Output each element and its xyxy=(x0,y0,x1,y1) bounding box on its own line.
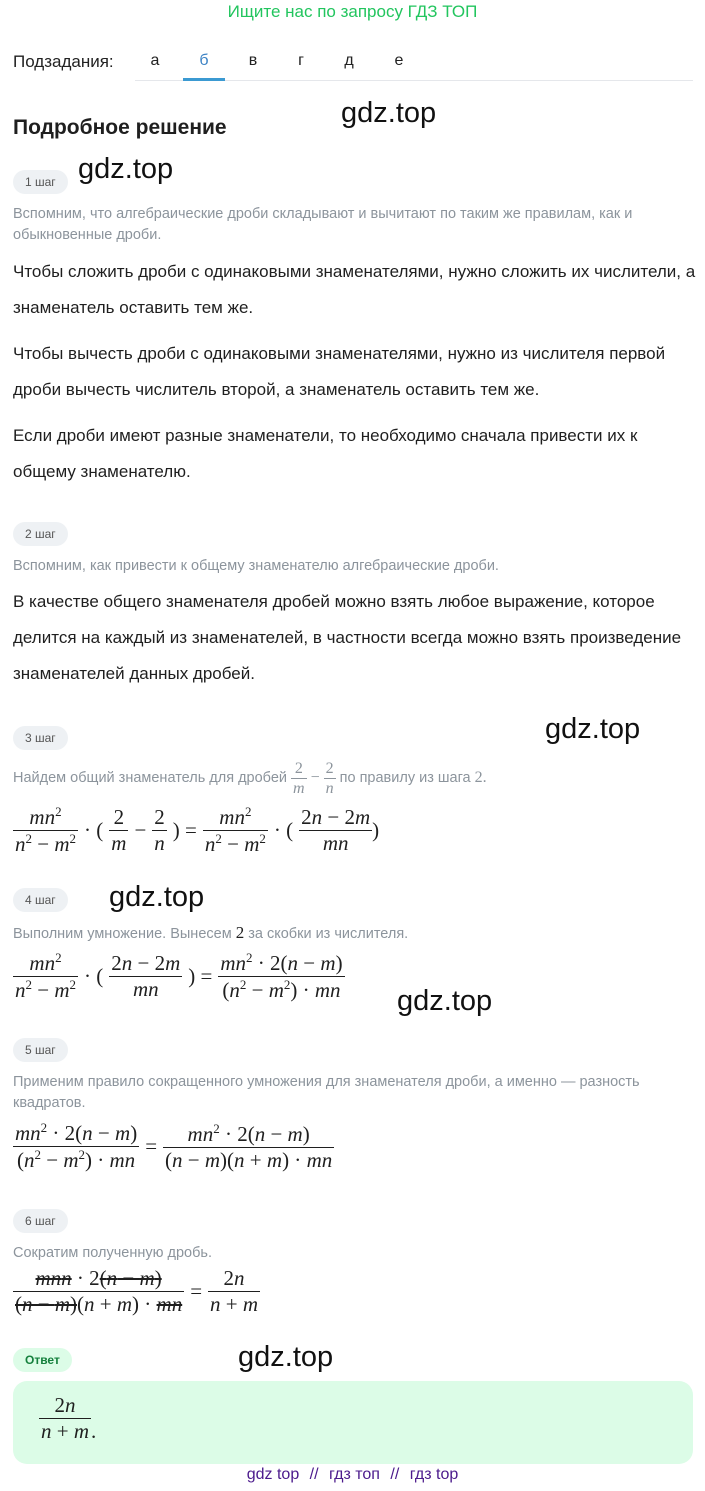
step-hint-text: за скобки из числителя. xyxy=(248,926,409,942)
step-paragraph: Чтобы сложить дроби с одинаковыми знаменателями, нужно сложить их числители, а знаменатель оставить тем же. xyxy=(13,262,696,317)
subtasks-bar xyxy=(13,42,693,82)
tab-a[interactable]: а xyxy=(150,52,160,69)
step-paragraph: В качестве общего знаменателя дробей можно взять любое выражение, которое делится на каждый из знаменателей, в частности всегда можно взять произведение знаменателей данных дробей. xyxy=(13,592,682,683)
watermark: gdz.top xyxy=(397,985,493,1017)
step-hint xyxy=(13,922,698,945)
page-title: Подробное решение xyxy=(13,116,227,139)
tab-b[interactable]: б xyxy=(183,42,225,81)
formula-step-6: $\frac{\text{mnn · 2(n − m)}}{(n - m)(n + m) \cdot mn}$ = $\frac{2n}{n + m}$ xyxy=(15,1266,259,1316)
subtasks-label: Подзадания: xyxy=(13,52,114,71)
step-hint xyxy=(13,754,698,802)
watermark: gdz.top xyxy=(238,1341,334,1373)
formula-step-5: $\frac{mn^2 \cdot 2(n - m)}{(n^2 - m^2) \cdot mn}$ = $\frac{mn^2 \cdot 2(n - m)}{(n - m)(n + m) \cdot mn}$ xyxy=(15,1120,333,1172)
step-paragraph: Если дроби имеют разные знаменатели, то необходимо сначала привести их к общему знаменателю. xyxy=(13,426,638,481)
hint-number: 2 xyxy=(235,923,245,942)
step-hint-text: Найдем общий знаменатель для дробей xyxy=(13,770,287,786)
promo-banner: Ищите нас по запросу ГДЗ ТОП xyxy=(227,2,478,21)
formula-step-3: $\frac{mn^2}{n^2 - m^2}$ · ( $\frac{2}{m}$ − $\frac{2}{n}$ ) = $\frac{mn^2}{n^2 - m^2}$ · ( $\frac{2n - 2m}{mn}$ ) xyxy=(15,804,380,856)
step-hint: Сократим полученную дробь. xyxy=(13,1245,212,1261)
answer-box xyxy=(13,1381,693,1464)
step-reference: 2. xyxy=(474,769,487,786)
step-paragraph: Чтобы вычесть дроби с одинаковыми знаменателями, нужно из числителя первой дроби вычесть числитель второй, а знаменатель оставить тем же. xyxy=(13,344,666,399)
footer-link[interactable]: гдз топ xyxy=(329,1466,380,1483)
hint-expression: $\frac{2}{m}$ − $\frac{2}{n}$ xyxy=(293,759,334,797)
formula-step-4: $\frac{mn^2}{n^2 - m^2}$ · ( $\frac{2n - 2m}{mn}$ ) = $\frac{mn^2 \cdot 2(n - m)}{(n^2 - m^2) \cdot mn}$ xyxy=(15,950,343,1002)
watermark: gdz.top xyxy=(78,153,174,185)
tab-v[interactable]: в xyxy=(248,52,258,69)
tab-d[interactable]: д xyxy=(344,52,354,69)
answer-formula: $\frac{2n}{n + m}$ . xyxy=(41,1393,97,1443)
footer-link[interactable]: gdz top xyxy=(246,1466,300,1483)
footer-separator: // xyxy=(390,1466,400,1483)
watermark: gdz.top xyxy=(341,97,437,129)
watermark: gdz.top xyxy=(109,881,205,913)
answer-period: . xyxy=(91,1419,97,1443)
answer-badge: Ответ xyxy=(13,1348,72,1372)
footer-separator: // xyxy=(309,1466,319,1483)
footer-link[interactable]: гдз top xyxy=(409,1466,459,1483)
step-badge: 2 шаг xyxy=(13,522,68,546)
step-badge: 4 шаг xyxy=(13,888,68,912)
step-hint: Вспомним, как привести к общему знаменателю алгебраические дроби. xyxy=(13,558,499,574)
step-hint-text: по правилу из шага xyxy=(339,770,471,786)
step-hint: Вспомним, что алгебраические дроби складывают и вычитают по таким же правилам, как и обыкновенные дроби. xyxy=(13,206,633,243)
footer-links xyxy=(0,1466,705,1484)
step-badge: 5 шаг xyxy=(13,1038,68,1062)
step-hint-text: Выполним умножение. Вынесем xyxy=(13,926,232,942)
step-badge: 1 шаг xyxy=(13,170,68,194)
tab-e[interactable]: е xyxy=(394,52,404,69)
step-badge: 3 шаг xyxy=(13,726,68,750)
tab-g[interactable]: г xyxy=(298,52,304,69)
step-hint: Применим правило сокращенного умножения для знаменателя дроби, а именно — разность квадратов. xyxy=(13,1074,640,1111)
step-badge: 6 шаг xyxy=(13,1209,68,1233)
watermark: gdz.top xyxy=(545,713,641,745)
